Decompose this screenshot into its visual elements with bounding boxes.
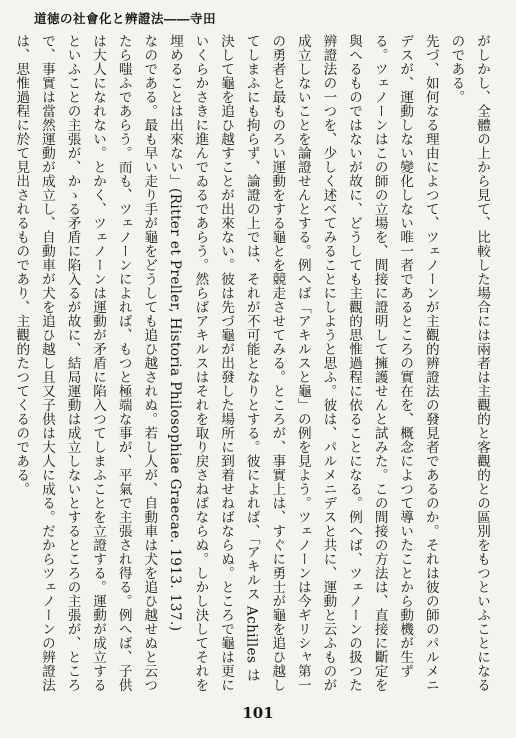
- running-title: 道徳の社會化と辨證法――寺田: [34, 11, 217, 26]
- body-text: [13, 34, 494, 694]
- paragraph: 先づ、如何なる理由によつて、ツェノーンが主觀的辨證法の發見者であるのか。それは彼の師のパルメニデスが、運動しない變化しない唯一者であるところの實在を、概念によつて導いたことから動機が生ずる。ツェノーンはこの師の立場を、間接に證明して擁護せんと試みた。この間接の方法は、直接に斷定を與へるものではないが故に、どうしても主觀的思惟過程に依ることになる。例へば、ツェノーンの扱つた辨證法の一つを、少しく述べてみることにしようと思ふ。彼は、パルメニデスと共に、運動と云ふものが成立しないことを論證せんとする。例へば「アキルスと龜」の例を見よう。ツェノーンは今ギリシャ第一の勇者と最ものろい運動をする龜とを競走させてみる。ところが、事實上は、すぐに勇士が龜を追ひ越してしまふにも拘らず、論證の上では、それが不可能となりとする。彼によれば、「アキルス Achilles は決して龜を追ひ越すことが出來ない。彼は先づ龜が出發した場所に到着せねばならぬ。ところで龜は更にいくらかさきに進んでゐるであらう。然らばアキルスはそれを取り戻さねばならぬ。しかし決してそれを埋めることは出來ない」(Ritter et Preller, Historia Philosophiae Graecae. 1913. 137.): [166, 34, 439, 692]
- page-number: 101: [242, 704, 274, 722]
- paragraph: なのである。最も早い走り手が龜をどうしても追ひ越されぬ。若し人が、自動車は犬を追ひ越せぬと云つたら嗤ふであらう。而も、ツェノーンによれば、もつと極端な事が、平氣で主張され得る。例へば、子供は大人になれない。とかく、ツェノーンは運動が矛盾に陷入つてしまふことを立證する。運動が成立するといふことの主張が、かゝる矛盾に陷入るが故に、結局運動は成立しないとするところの主張が、ところで、事實は當然運動が成立し、自動車が犬を追ひ越し且又子供は大人に成る。だからツェノーンの辨證法は、思惟過程に於て見出されるものであり、主觀的たつてくるのである。: [13, 34, 158, 692]
- paragraph: がしかし、全體の上から見て、比較した場合には兩者は主觀的と客觀的との區別をもつといふことになるのである。: [448, 34, 490, 692]
